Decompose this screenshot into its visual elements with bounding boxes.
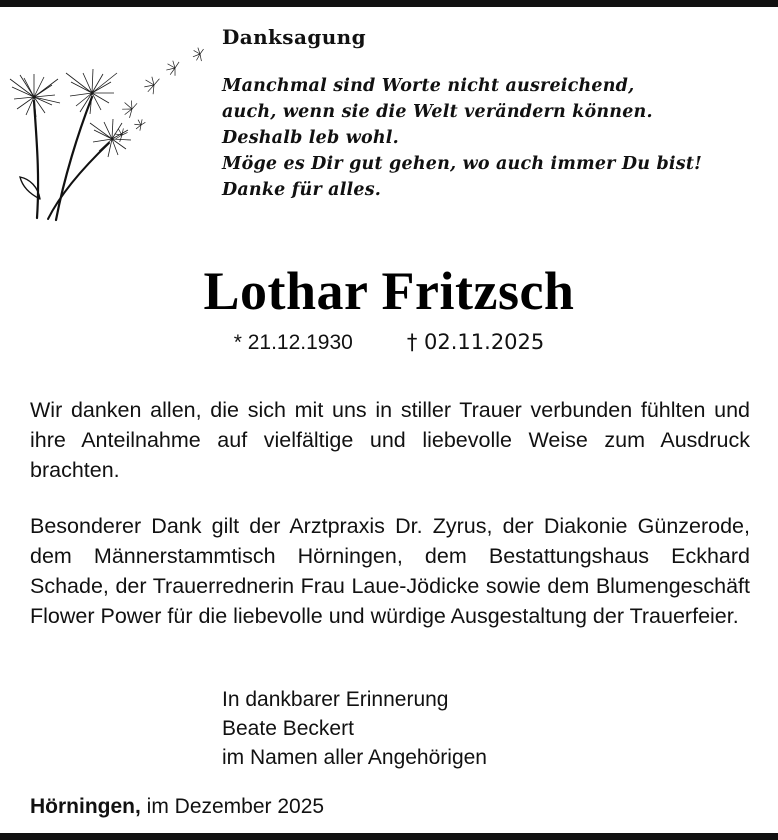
name-block — [0, 262, 778, 355]
verse-line: Danke für alles. — [222, 180, 382, 200]
verse-line: Möge es Dir gut gehen, wo auch immer Du bist! — [222, 154, 702, 174]
paragraph-special-thanks: Besonderer Dank gilt der Arztpraxis Dr. Zyrus, der Diakonie Günzerode, dem Männerstammtisch Hörningen, dem Bestattungshaus Eckhard Schade, der Trauerrednerin Frau Laue-Jödicke sowie dem Blumengeschäft Flower Power für die liebevolle und würdige Ausgestaltung der Trauerfeier. — [30, 514, 750, 628]
signature-line: im Namen aller Angehörigen — [222, 746, 487, 769]
body-text — [30, 395, 750, 631]
signature-line: In dankbarer Erinnerung — [222, 688, 449, 711]
paragraph-thanks: Wir danken allen, die sich mit uns in stiller Trauer verbunden fühlten und ihre Anteilnahme auf vielfältige und liebevolle Weise zum Ausdruck brachten. — [30, 398, 750, 482]
birth-date: * 21.12.1930 — [233, 331, 353, 354]
signature-name: Beate Beckert — [222, 717, 354, 740]
dandelion-seeds-icon — [4, 13, 219, 228]
footer-place: Hörningen, — [30, 795, 141, 818]
death-date: † 02.11.2025 — [406, 330, 545, 354]
header-block — [222, 25, 762, 203]
footer-block — [30, 795, 324, 819]
verse-line: Deshalb leb wohl. — [222, 128, 399, 148]
page-title: Danksagung — [222, 25, 366, 49]
deceased-name: Lothar Fritzsch — [203, 261, 575, 321]
verse-line: auch, wenn sie die Welt verändern können. — [222, 102, 653, 122]
life-dates — [0, 330, 778, 355]
signature-block — [222, 685, 487, 772]
footer-date: im Dezember 2025 — [140, 795, 325, 818]
verse-block — [222, 73, 762, 203]
verse-line: Manchmal sind Worte nicht ausreichend, — [222, 76, 635, 96]
